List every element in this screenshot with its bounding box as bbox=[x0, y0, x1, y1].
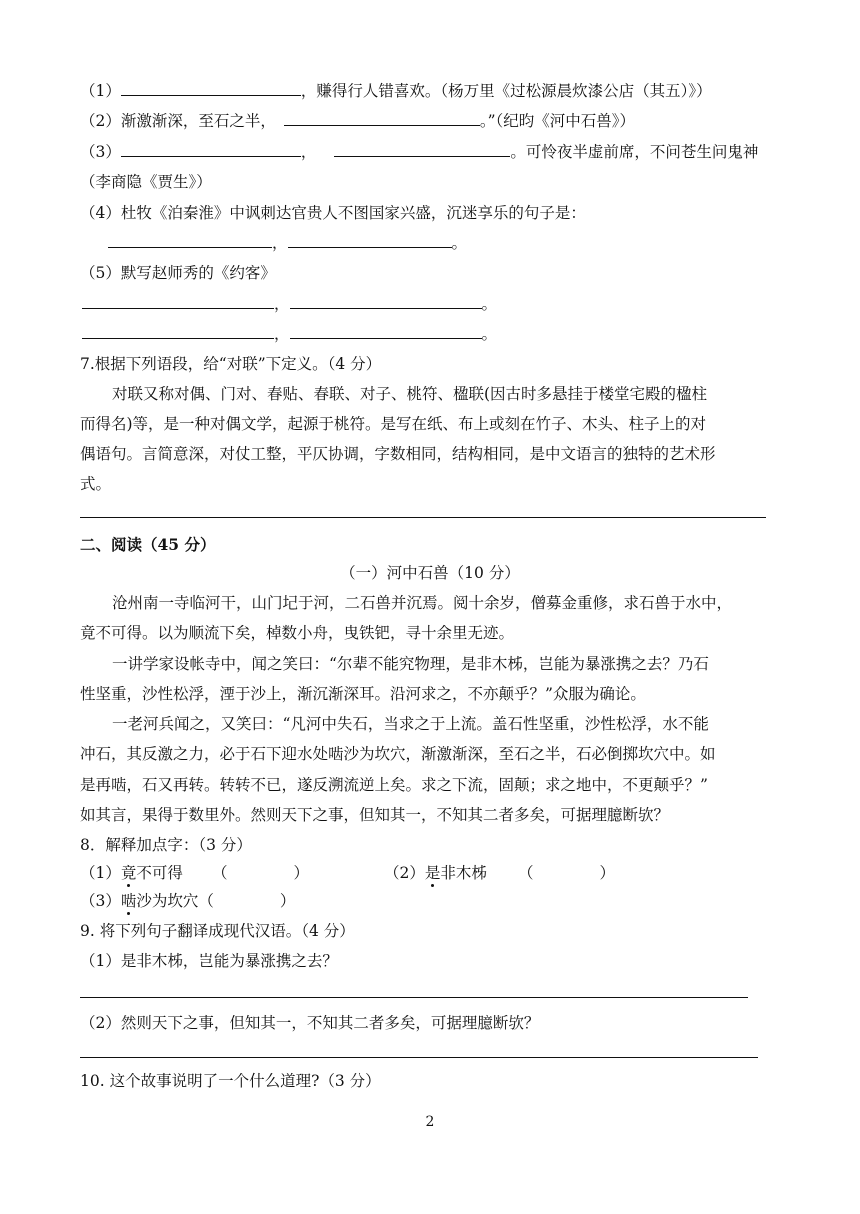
separator: ， bbox=[274, 325, 290, 343]
q8-item1-blank[interactable] bbox=[212, 863, 309, 883]
section-heading: 二、阅读（45 分） bbox=[80, 535, 216, 554]
dotted-char: 竟 bbox=[120, 864, 137, 882]
answer-blank[interactable] bbox=[288, 233, 452, 248]
q7-paragraph-line: 式。 bbox=[80, 475, 112, 493]
item-text: 。”（纪昀《河中石兽》） bbox=[479, 112, 636, 130]
item-number: （3） bbox=[80, 892, 121, 910]
item-text: 不可得 bbox=[136, 864, 183, 882]
item-number: （3） bbox=[80, 143, 121, 161]
separator: 。 bbox=[451, 234, 468, 252]
q8-item1 bbox=[80, 863, 183, 883]
q7-paragraph-line: 偶语句。言简意深，对仗工整，平仄协调，字数相同，结构相同，是中文语言的独特的艺术形 bbox=[80, 445, 716, 463]
separator: ， bbox=[274, 295, 290, 313]
item-text: 。可怜夜半虚前席，不问苍生问鬼神 bbox=[510, 143, 759, 161]
answer-blank[interactable] bbox=[334, 142, 510, 157]
q6-item2 bbox=[80, 111, 635, 131]
q8-item2 bbox=[384, 863, 487, 883]
q10-title: 10. 这个故事说明了一个什么道理?（3 分） bbox=[80, 1072, 381, 1090]
paren: （ bbox=[212, 864, 228, 882]
q7-title: 7.根据下列语段，给“对联”下定义。（4 分） bbox=[80, 355, 382, 373]
item-text: 非木柹 bbox=[440, 864, 487, 882]
page-number: 2 bbox=[425, 1114, 435, 1130]
answer-blank[interactable] bbox=[121, 142, 301, 157]
q7-answer-line[interactable] bbox=[80, 517, 766, 518]
separator: 。 bbox=[481, 325, 498, 343]
paren: （ bbox=[198, 892, 214, 910]
q6-item3-source: （李商隐《贾生》） bbox=[80, 173, 212, 191]
passage-title: （一）河中石兽（10 分） bbox=[340, 564, 520, 582]
q9-sentence2: （2）然则天下之事，但知其一，不知其二者多矣，可据理臆断欤？ bbox=[80, 1014, 540, 1032]
q8-item2-blank[interactable] bbox=[518, 863, 615, 883]
dotted-char: 是 bbox=[424, 864, 441, 882]
answer-blank[interactable] bbox=[121, 81, 301, 96]
passage-line: 冲石，其反激之力，必于石下迎水处啮沙为坎穴，渐激渐深，至石之半，石必倒掷坎穴中。如 bbox=[80, 745, 716, 763]
answer-blank[interactable] bbox=[284, 111, 480, 126]
passage-line: 一讲学家设帐寺中，闻之笑曰：“尔辈不能究物理，是非木柹，岂能为暴涨携之去？乃石 bbox=[112, 655, 709, 673]
q9-title: 9. 将下列句子翻译成现代汉语。（4 分） bbox=[80, 922, 355, 940]
q9-sentence1: （1）是非木柹，岂能为暴涨携之去？ bbox=[80, 952, 338, 970]
separator: ， bbox=[300, 143, 317, 161]
passage-line: 如其言，果得于数里外。然则天下之事，但知其一，不知其二者多矣，可据理臆断欤？ bbox=[80, 806, 670, 824]
q6-item4-answer bbox=[108, 233, 467, 253]
item-text: ，赚得行人错喜欢。（杨万里《过松源晨炊漆公店（其五）》） bbox=[300, 82, 712, 100]
answer-blank[interactable] bbox=[108, 233, 272, 248]
item-number: （1） bbox=[80, 864, 121, 882]
answer-blank[interactable] bbox=[82, 324, 274, 339]
passage-line: 沧州南一寺临河干，山门圮于河，二石兽并沉焉。阅十余岁，僧募金重修，求石兽于水中， bbox=[112, 594, 733, 612]
item-text: 沙为坎穴 bbox=[136, 892, 199, 910]
paren: ） bbox=[599, 864, 616, 882]
q6-item5-answer-line1 bbox=[82, 294, 497, 314]
paren: ） bbox=[293, 864, 310, 882]
q9-answer-line2[interactable] bbox=[80, 1057, 758, 1058]
passage-line: 一老河兵闻之，又笑曰：“凡河中失石，当求之于上流。盖石性坚重，沙性松浮，水不能 bbox=[112, 715, 709, 733]
answer-blank[interactable] bbox=[82, 294, 274, 309]
item-text: （2）渐激渐深，至石之半， bbox=[80, 112, 276, 130]
q6-item3 bbox=[80, 142, 758, 162]
q7-paragraph-line: 对联又称对偶、门对、春贴、春联、对子、桃符、楹联(因古时多悬挂于楼堂宅殿的楹柱 bbox=[112, 385, 708, 403]
q9-answer-line1[interactable] bbox=[80, 997, 748, 998]
answer-blank[interactable] bbox=[290, 324, 482, 339]
q8-title: 8．解释加点字：（3 分） bbox=[80, 836, 252, 854]
q8-item3 bbox=[80, 891, 295, 911]
passage-line: 性坚重，沙性松浮，湮于沙上，渐沉渐深耳。沿河求之，不亦颠乎？”众服为确论。 bbox=[80, 685, 646, 703]
passage-line: 是再啮，石又再转。转转不已，遂反溯流逆上矣。求之下流，固颠；求之地中，不更颠乎？” bbox=[80, 776, 708, 794]
passage-line: 竟不可得。以为顺流下矣，棹数小舟，曳铁钯，寻十余里无迹。 bbox=[80, 624, 515, 642]
q6-item5: （5）默写赵师秀的《约客》 bbox=[80, 264, 276, 282]
paren: （ bbox=[518, 864, 534, 882]
item-number: （2） bbox=[384, 864, 425, 882]
separator: 。 bbox=[481, 295, 498, 313]
q6-item1 bbox=[80, 81, 712, 101]
q7-paragraph-line: 而得名)等，是一种对偶文学，起源于桃符。是写在纸、布上或刻在竹子、木头、柱子上的对 bbox=[80, 415, 707, 433]
dotted-char: 啮 bbox=[120, 892, 137, 910]
separator: ， bbox=[272, 234, 288, 252]
q6-item4: （4）杜牧《泊秦淮》中讽刺达官贵人不图国家兴盛，沉迷享乐的句子是： bbox=[80, 204, 586, 222]
q6-item5-answer-line2 bbox=[82, 324, 497, 344]
paren: ） bbox=[279, 892, 296, 910]
answer-blank[interactable] bbox=[290, 294, 482, 309]
item-number: （1） bbox=[80, 82, 121, 100]
